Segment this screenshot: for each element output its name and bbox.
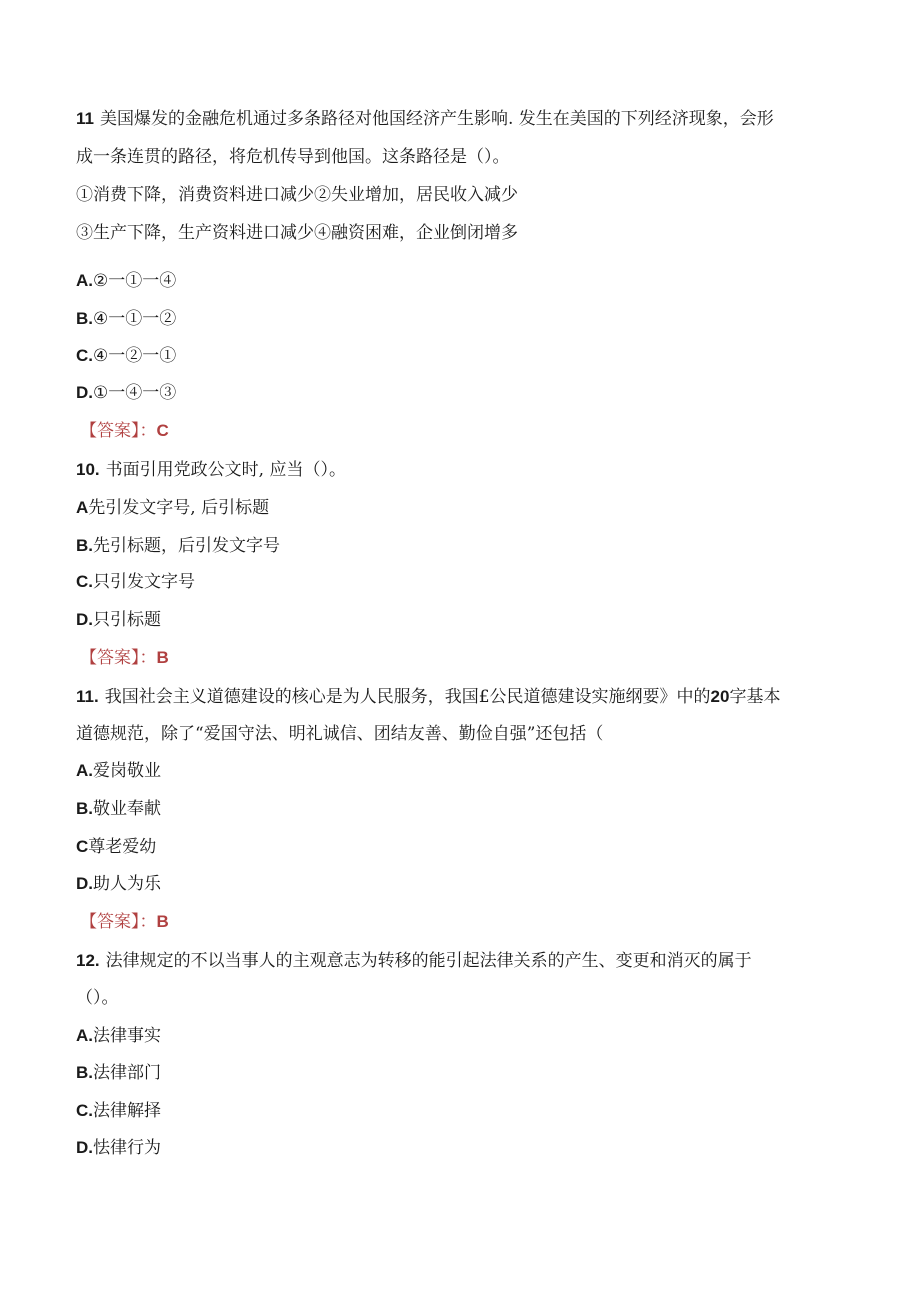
question-text: 美国爆发的金融危机通过多条路径对他国经济产生影响. 发生在美国的下列经济现象，会形 <box>99 109 774 129</box>
option-letter: A <box>76 498 89 517</box>
answer-value: B <box>156 648 169 667</box>
question-stem-line <box>76 459 346 481</box>
answer-line <box>80 911 169 933</box>
question-number: 11. <box>76 687 99 706</box>
question-text: 我国社会主义道德建设的核心是为人民服务，我国£公民道德建设实施纲要》中的 <box>104 687 711 707</box>
answer-line <box>80 647 169 669</box>
question-stem-line: 成一条连贯的路径，将危机传导到他国。这条路径是（）。 <box>76 147 510 167</box>
option-text: 法律事实 <box>93 1026 161 1046</box>
option-letter: C <box>76 837 89 856</box>
option-text: 爱岗敬业 <box>93 761 161 781</box>
option-b <box>76 798 161 820</box>
option-c <box>76 836 156 858</box>
option-letter: C. <box>76 1101 93 1120</box>
option-letter: A. <box>76 271 93 290</box>
question-number: 12. <box>76 951 100 970</box>
option-d <box>76 1137 161 1159</box>
answer-label: 【答案】： <box>80 421 157 441</box>
answer-value: C <box>156 421 169 440</box>
question-stem-line: （）。 <box>76 988 119 1008</box>
question-text: 法律规定的不以当事人的主观意志为转移的能引起法律关系的产生、变更和消灭的属于 <box>105 951 752 971</box>
option-letter: C. <box>76 346 93 365</box>
option-letter: A. <box>76 1026 93 1045</box>
answer-value: B <box>156 912 169 931</box>
option-text: ④一②一① <box>93 346 177 366</box>
option-letter: D. <box>76 874 93 893</box>
option-text: 敬业奉献 <box>93 799 161 819</box>
option-b <box>76 535 280 557</box>
option-letter: B. <box>76 309 93 328</box>
option-b <box>76 1062 161 1084</box>
option-d <box>76 382 176 404</box>
answer-line <box>80 420 169 442</box>
option-letter: D. <box>76 1138 93 1157</box>
question-text: 书面引用党政公文时, 应当（）。 <box>105 460 346 480</box>
option-b <box>76 308 176 330</box>
option-text: 法律解择 <box>93 1101 161 1121</box>
option-a <box>76 497 269 519</box>
question-stem-line <box>76 686 780 708</box>
option-letter: A. <box>76 761 93 780</box>
answer-label: 【答案】： <box>80 648 157 668</box>
question-number-inline: 20 <box>710 687 730 706</box>
question-stem-line <box>76 108 774 130</box>
option-d <box>76 609 161 631</box>
option-text: ②一①一④ <box>93 271 177 291</box>
option-text: ①一④一③ <box>93 383 177 403</box>
question-stem-line: 道德规范，除了“爱国守法、明礼诚信、团结友善、勤俭自强”还包括（ <box>76 724 604 744</box>
option-a <box>76 270 176 292</box>
option-letter: D. <box>76 610 93 629</box>
option-a <box>76 760 161 782</box>
question-stem-line <box>76 950 752 972</box>
option-c <box>76 345 176 367</box>
option-text: 助人为乐 <box>93 874 161 894</box>
option-text: 只引发文字号 <box>93 572 195 592</box>
option-text: 法律部门 <box>93 1063 161 1083</box>
option-text: 怯律行为 <box>93 1138 161 1158</box>
question-stem-line: ③生产下降，生产资料进口减少④融资困难，企业倒闭增多 <box>76 223 518 243</box>
option-text: 先引标题，后引发文字号 <box>93 536 280 556</box>
option-text: 尊老爱幼 <box>88 837 157 857</box>
option-letter: B. <box>76 799 93 818</box>
option-letter: C. <box>76 572 93 591</box>
option-letter: B. <box>76 1063 93 1082</box>
question-number: 11 <box>76 109 94 128</box>
answer-label: 【答案】： <box>80 912 157 932</box>
option-text: 先引发文字号, 后引标题 <box>88 498 270 518</box>
option-c <box>76 571 195 593</box>
option-text: 只引标题 <box>93 610 161 630</box>
option-letter: B. <box>76 536 93 555</box>
question-number: 10. <box>76 460 100 479</box>
question-text: 字基本 <box>729 687 781 707</box>
option-d <box>76 873 161 895</box>
question-stem-line: ①消费下降，消费资料进口减少②失业增加，居民收入减少 <box>76 185 518 205</box>
option-a <box>76 1025 161 1047</box>
option-letter: D. <box>76 383 93 402</box>
option-text: ④一①一② <box>93 309 177 329</box>
option-c <box>76 1100 161 1122</box>
